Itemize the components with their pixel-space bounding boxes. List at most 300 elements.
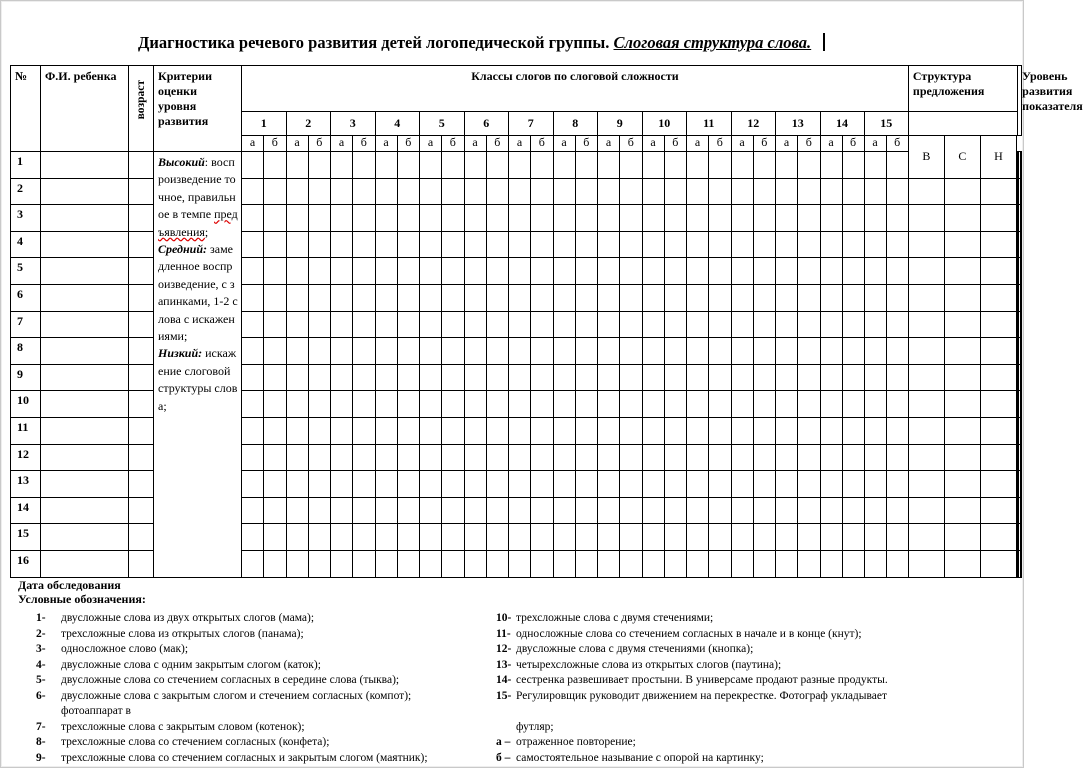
structure-cell[interactable] [908,205,944,232]
score-cell[interactable] [753,205,776,232]
score-cell[interactable] [464,152,486,179]
score-cell[interactable] [864,258,886,285]
score-cell[interactable] [375,391,397,418]
score-cell[interactable] [308,417,331,444]
age-cell[interactable] [129,338,154,365]
score-cell[interactable] [442,524,465,551]
age-cell[interactable] [129,444,154,471]
score-cell[interactable] [353,258,376,285]
score-cell[interactable] [598,258,620,285]
score-cell[interactable] [820,417,842,444]
level-cell[interactable] [1020,417,1021,444]
child-name-cell[interactable] [41,205,129,232]
score-cell[interactable] [709,258,732,285]
score-cell[interactable] [486,471,509,498]
score-cell[interactable] [531,364,554,391]
score-cell[interactable] [464,391,486,418]
score-cell[interactable] [353,338,376,365]
level-cell[interactable] [1020,231,1021,258]
score-cell[interactable] [442,258,465,285]
score-cell[interactable] [308,497,331,524]
score-cell[interactable] [553,311,575,338]
score-cell[interactable] [353,178,376,205]
score-cell[interactable] [798,284,821,311]
score-cell[interactable] [864,497,886,524]
structure-cell[interactable] [908,550,944,577]
score-cell[interactable] [776,550,798,577]
score-cell[interactable] [731,338,753,365]
structure-cell[interactable] [908,231,944,258]
score-cell[interactable] [598,311,620,338]
score-cell[interactable] [509,284,531,311]
child-name-cell[interactable] [41,338,129,365]
score-cell[interactable] [731,258,753,285]
score-cell[interactable] [420,471,442,498]
score-cell[interactable] [664,284,687,311]
level-cell[interactable] [1020,364,1021,391]
score-cell[interactable] [308,311,331,338]
score-cell[interactable] [886,524,908,551]
score-cell[interactable] [486,550,509,577]
age-cell[interactable] [129,178,154,205]
score-cell[interactable] [709,178,732,205]
score-cell[interactable] [753,258,776,285]
score-cell[interactable] [375,231,397,258]
score-cell[interactable] [397,338,420,365]
score-cell[interactable] [397,231,420,258]
score-cell[interactable] [709,391,732,418]
score-cell[interactable] [486,284,509,311]
score-cell[interactable] [531,205,554,232]
structure-cell[interactable] [980,471,1016,498]
structure-cell[interactable] [908,497,944,524]
score-cell[interactable] [242,550,264,577]
score-cell[interactable] [575,152,598,179]
score-cell[interactable] [598,550,620,577]
score-cell[interactable] [375,550,397,577]
score-cell[interactable] [798,444,821,471]
score-cell[interactable] [442,497,465,524]
score-cell[interactable] [397,205,420,232]
score-cell[interactable] [731,417,753,444]
score-cell[interactable] [664,417,687,444]
score-cell[interactable] [642,497,664,524]
score-cell[interactable] [598,178,620,205]
score-cell[interactable] [242,231,264,258]
score-cell[interactable] [397,258,420,285]
score-cell[interactable] [531,338,554,365]
score-cell[interactable] [575,364,598,391]
child-name-cell[interactable] [41,391,129,418]
score-cell[interactable] [375,364,397,391]
score-cell[interactable] [242,338,264,365]
score-cell[interactable] [776,258,798,285]
score-cell[interactable] [375,417,397,444]
score-cell[interactable] [509,231,531,258]
structure-cell[interactable] [908,524,944,551]
score-cell[interactable] [886,550,908,577]
score-cell[interactable] [886,497,908,524]
score-cell[interactable] [642,284,664,311]
score-cell[interactable] [464,497,486,524]
score-cell[interactable] [486,417,509,444]
score-cell[interactable] [776,178,798,205]
score-cell[interactable] [820,258,842,285]
level-cell[interactable] [1020,258,1021,285]
child-name-cell[interactable] [41,444,129,471]
score-cell[interactable] [842,471,864,498]
structure-cell[interactable] [944,364,980,391]
score-cell[interactable] [642,417,664,444]
score-cell[interactable] [642,178,664,205]
score-cell[interactable] [353,417,376,444]
score-cell[interactable] [242,497,264,524]
score-cell[interactable] [509,417,531,444]
structure-cell[interactable] [944,258,980,285]
score-cell[interactable] [864,178,886,205]
score-cell[interactable] [420,284,442,311]
score-cell[interactable] [442,205,465,232]
score-cell[interactable] [531,471,554,498]
score-cell[interactable] [776,364,798,391]
score-cell[interactable] [886,205,908,232]
score-cell[interactable] [753,497,776,524]
score-cell[interactable] [308,391,331,418]
score-cell[interactable] [286,391,308,418]
score-cell[interactable] [798,550,821,577]
score-cell[interactable] [575,524,598,551]
score-cell[interactable] [442,417,465,444]
score-cell[interactable] [331,471,353,498]
score-cell[interactable] [664,471,687,498]
score-cell[interactable] [798,391,821,418]
score-cell[interactable] [397,524,420,551]
score-cell[interactable] [397,417,420,444]
score-cell[interactable] [353,550,376,577]
score-cell[interactable] [264,471,287,498]
score-cell[interactable] [753,311,776,338]
score-cell[interactable] [486,391,509,418]
score-cell[interactable] [353,497,376,524]
structure-cell[interactable] [944,417,980,444]
score-cell[interactable] [353,524,376,551]
level-cell[interactable] [1020,471,1021,498]
score-cell[interactable] [687,524,709,551]
score-cell[interactable] [864,364,886,391]
score-cell[interactable] [553,152,575,179]
age-cell[interactable] [129,258,154,285]
score-cell[interactable] [598,205,620,232]
score-cell[interactable] [442,311,465,338]
score-cell[interactable] [553,497,575,524]
score-cell[interactable] [886,152,908,179]
score-cell[interactable] [442,550,465,577]
score-cell[interactable] [598,364,620,391]
score-cell[interactable] [509,471,531,498]
score-cell[interactable] [509,178,531,205]
structure-cell[interactable] [980,444,1016,471]
score-cell[interactable] [242,417,264,444]
score-cell[interactable] [731,311,753,338]
score-cell[interactable] [642,391,664,418]
score-cell[interactable] [731,205,753,232]
score-cell[interactable] [620,231,643,258]
score-cell[interactable] [620,338,643,365]
score-cell[interactable] [731,391,753,418]
score-cell[interactable] [864,284,886,311]
score-cell[interactable] [886,444,908,471]
structure-cell[interactable] [944,391,980,418]
score-cell[interactable] [575,550,598,577]
score-cell[interactable] [820,231,842,258]
score-cell[interactable] [509,205,531,232]
score-cell[interactable] [642,231,664,258]
score-cell[interactable] [798,364,821,391]
score-cell[interactable] [664,524,687,551]
score-cell[interactable] [308,178,331,205]
age-cell[interactable] [129,524,154,551]
score-cell[interactable] [509,391,531,418]
score-cell[interactable] [264,178,287,205]
score-cell[interactable] [687,311,709,338]
score-cell[interactable] [331,497,353,524]
score-cell[interactable] [509,311,531,338]
score-cell[interactable] [731,231,753,258]
score-cell[interactable] [776,152,798,179]
score-cell[interactable] [731,550,753,577]
score-cell[interactable] [553,524,575,551]
score-cell[interactable] [375,338,397,365]
score-cell[interactable] [820,391,842,418]
score-cell[interactable] [753,550,776,577]
score-cell[interactable] [731,444,753,471]
structure-cell[interactable] [944,444,980,471]
score-cell[interactable] [242,391,264,418]
score-cell[interactable] [286,524,308,551]
score-cell[interactable] [420,497,442,524]
score-cell[interactable] [264,444,287,471]
child-name-cell[interactable] [41,417,129,444]
structure-cell[interactable] [980,258,1016,285]
score-cell[interactable] [820,311,842,338]
score-cell[interactable] [375,284,397,311]
score-cell[interactable] [753,364,776,391]
score-cell[interactable] [598,338,620,365]
structure-cell[interactable] [944,284,980,311]
score-cell[interactable] [486,152,509,179]
score-cell[interactable] [553,178,575,205]
score-cell[interactable] [486,338,509,365]
score-cell[interactable] [709,338,732,365]
score-cell[interactable] [375,311,397,338]
score-cell[interactable] [464,338,486,365]
score-cell[interactable] [687,231,709,258]
score-cell[interactable] [598,417,620,444]
score-cell[interactable] [464,258,486,285]
score-cell[interactable] [620,444,643,471]
score-cell[interactable] [464,231,486,258]
score-cell[interactable] [264,417,287,444]
score-cell[interactable] [731,471,753,498]
score-cell[interactable] [397,284,420,311]
structure-cell[interactable] [980,497,1016,524]
score-cell[interactable] [820,178,842,205]
score-cell[interactable] [842,231,864,258]
score-cell[interactable] [776,391,798,418]
level-cell[interactable] [1020,550,1021,577]
score-cell[interactable] [464,550,486,577]
structure-cell[interactable] [944,205,980,232]
score-cell[interactable] [575,471,598,498]
score-cell[interactable] [464,417,486,444]
score-cell[interactable] [842,497,864,524]
score-cell[interactable] [598,391,620,418]
score-cell[interactable] [442,471,465,498]
score-cell[interactable] [687,284,709,311]
score-cell[interactable] [664,497,687,524]
score-cell[interactable] [464,311,486,338]
score-cell[interactable] [620,178,643,205]
score-cell[interactable] [531,497,554,524]
score-cell[interactable] [886,471,908,498]
score-cell[interactable] [308,550,331,577]
level-cell[interactable] [1020,391,1021,418]
score-cell[interactable] [375,497,397,524]
score-cell[interactable] [486,364,509,391]
score-cell[interactable] [687,258,709,285]
score-cell[interactable] [353,471,376,498]
score-cell[interactable] [442,231,465,258]
score-cell[interactable] [864,417,886,444]
score-cell[interactable] [242,471,264,498]
score-cell[interactable] [709,205,732,232]
score-cell[interactable] [709,231,732,258]
structure-cell[interactable] [908,444,944,471]
score-cell[interactable] [864,311,886,338]
score-cell[interactable] [620,471,643,498]
score-cell[interactable] [331,550,353,577]
score-cell[interactable] [598,284,620,311]
score-cell[interactable] [286,258,308,285]
score-cell[interactable] [264,497,287,524]
score-cell[interactable] [553,284,575,311]
score-cell[interactable] [464,471,486,498]
score-cell[interactable] [776,444,798,471]
age-cell[interactable] [129,471,154,498]
score-cell[interactable] [620,152,643,179]
score-cell[interactable] [798,471,821,498]
score-cell[interactable] [864,391,886,418]
score-cell[interactable] [753,524,776,551]
score-cell[interactable] [553,258,575,285]
score-cell[interactable] [864,338,886,365]
score-cell[interactable] [664,178,687,205]
level-cell[interactable] [1020,338,1021,365]
score-cell[interactable] [420,391,442,418]
structure-cell[interactable] [908,338,944,365]
score-cell[interactable] [709,152,732,179]
score-cell[interactable] [687,497,709,524]
score-cell[interactable] [731,497,753,524]
score-cell[interactable] [620,311,643,338]
score-cell[interactable] [553,338,575,365]
score-cell[interactable] [420,524,442,551]
score-cell[interactable] [709,417,732,444]
score-cell[interactable] [353,311,376,338]
score-cell[interactable] [842,311,864,338]
score-cell[interactable] [842,444,864,471]
score-cell[interactable] [375,258,397,285]
score-cell[interactable] [442,178,465,205]
structure-cell[interactable] [980,391,1016,418]
score-cell[interactable] [486,231,509,258]
score-cell[interactable] [687,178,709,205]
age-cell[interactable] [129,417,154,444]
level-cell[interactable] [1020,311,1021,338]
score-cell[interactable] [308,471,331,498]
structure-cell[interactable] [908,311,944,338]
age-cell[interactable] [129,284,154,311]
score-cell[interactable] [798,417,821,444]
score-cell[interactable] [264,311,287,338]
structure-cell[interactable] [980,284,1016,311]
score-cell[interactable] [776,338,798,365]
score-cell[interactable] [864,550,886,577]
score-cell[interactable] [464,284,486,311]
score-cell[interactable] [331,391,353,418]
score-cell[interactable] [286,231,308,258]
score-cell[interactable] [886,417,908,444]
score-cell[interactable] [331,311,353,338]
age-cell[interactable] [129,311,154,338]
structure-cell[interactable] [944,550,980,577]
score-cell[interactable] [842,524,864,551]
score-cell[interactable] [642,152,664,179]
score-cell[interactable] [798,231,821,258]
structure-cell[interactable] [908,364,944,391]
score-cell[interactable] [753,417,776,444]
score-cell[interactable] [353,364,376,391]
score-cell[interactable] [286,311,308,338]
score-cell[interactable] [687,338,709,365]
score-cell[interactable] [820,205,842,232]
score-cell[interactable] [375,471,397,498]
level-cell[interactable] [1020,178,1021,205]
score-cell[interactable] [664,231,687,258]
score-cell[interactable] [242,311,264,338]
child-name-cell[interactable] [41,524,129,551]
score-cell[interactable] [464,178,486,205]
structure-cell[interactable] [980,417,1016,444]
score-cell[interactable] [842,417,864,444]
score-cell[interactable] [798,524,821,551]
score-cell[interactable] [331,178,353,205]
score-cell[interactable] [353,391,376,418]
child-name-cell[interactable] [41,550,129,577]
score-cell[interactable] [486,497,509,524]
score-cell[interactable] [642,444,664,471]
score-cell[interactable] [375,205,397,232]
score-cell[interactable] [820,284,842,311]
score-cell[interactable] [442,364,465,391]
score-cell[interactable] [687,152,709,179]
score-cell[interactable] [664,311,687,338]
score-cell[interactable] [664,550,687,577]
score-cell[interactable] [286,338,308,365]
score-cell[interactable] [886,178,908,205]
score-cell[interactable] [308,284,331,311]
score-cell[interactable] [709,364,732,391]
